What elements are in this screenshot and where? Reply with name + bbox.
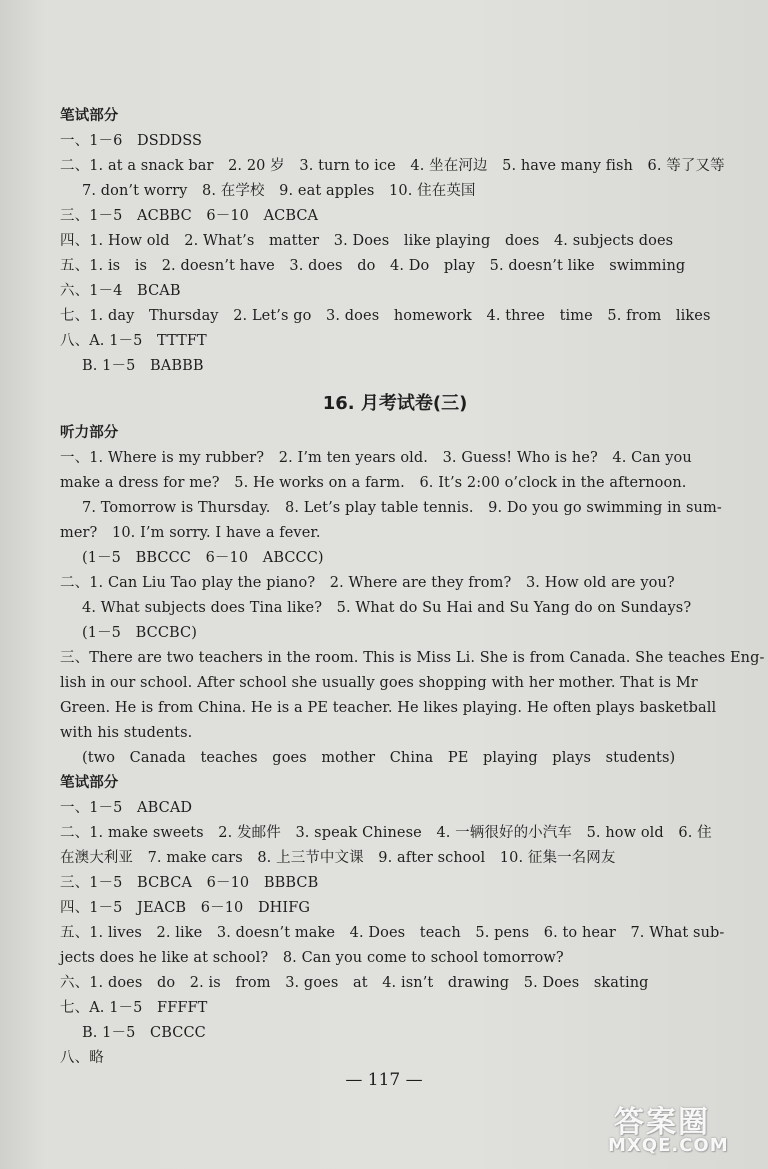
answer-line: 一、1－6 DSDDSS [60, 133, 203, 149]
watermark-text: 答案圈 [614, 1105, 710, 1140]
answer-line: (two Canada teaches goes mother China PE playing plays students) [82, 750, 676, 766]
answer-line: (1－5 BCCBC) [82, 625, 197, 641]
answer-line: 四、1－5 JEACB 6－10 DHIFG [60, 900, 311, 916]
answer-line: 4. What subjects does Tina like? 5. What do Su Hai and Su Yang do on Sundays? [82, 600, 692, 616]
answer-line: 7. don’t worry 8. 在学校 9. eat apples 10. 住在英国 [82, 183, 476, 199]
answer-line: 五、1. is is 2. doesn’t have 3. does do 4. Do play 5. doesn’t like swimming [60, 258, 686, 274]
answer-line: lish in our school. After school she usually goes shopping with her mother. That is Mr [60, 675, 698, 691]
answer-line: 五、1. lives 2. like 3. doesn’t make 4. Does teach 5. pens 6. to hear 7. What sub- [60, 925, 725, 941]
answer-line: 三、1－5 BCBCA 6－10 BBBCB [60, 875, 319, 891]
watermark-logo [604, 1093, 754, 1161]
answer-line: B. 1－5 BABBB [82, 358, 204, 374]
exam-title: 16. 月考试卷(三) [322, 393, 468, 414]
page-number: — 117 — [345, 1070, 423, 1090]
section-heading-listening: 听力部分 [60, 425, 119, 441]
answer-line: 三、There are two teachers in the room. This is Miss Li. She is from Canada. She teaches Eng- [60, 650, 765, 666]
answer-line: 7. Tomorrow is Thursday. 8. Let’s play table tennis. 9. Do you go swimming in sum- [82, 500, 722, 516]
answer-line: mer? 10. I’m sorry. I have a fever. [60, 525, 321, 541]
answer-line: 四、1. How old 2. What’s matter 3. Does like playing does 4. subjects does [60, 233, 674, 249]
answer-line: 三、1－5 ACBBC 6－10 ACBCA [60, 208, 319, 224]
answer-line: 一、1－5 ABCAD [60, 800, 193, 816]
answer-line: Green. He is from China. He is a PE teacher. He likes playing. He often plays basketball [60, 700, 717, 716]
page-content [60, 104, 765, 1071]
answer-line: with his students. [60, 725, 193, 741]
answer-line: (1－5 BBCCC 6－10 ABCCC) [82, 550, 324, 566]
answer-line: 二、1. make sweets 2. 发邮件 3. speak Chinese 4. 一辆很好的小汽车 5. how old 6. 住 [60, 825, 712, 841]
answer-line: 六、1－4 BCAB [60, 283, 181, 299]
answer-line: 七、A. 1－5 FFFFT [60, 1000, 208, 1016]
watermark-url: MXQE.COM [608, 1135, 729, 1156]
answer-line: 二、1. at a snack bar 2. 20 岁 3. turn to ice 4. 坐在河边 5. have many fish 6. 等了又等 [60, 158, 725, 174]
answer-line: 二、1. Can Liu Tao play the piano? 2. Where are they from? 3. How old are you? [60, 575, 675, 591]
answer-line: jects does he like at school? 8. Can you come to school tomorrow? [60, 950, 564, 966]
answer-line: 六、1. does do 2. is from 3. goes at 4. isn’t drawing 5. Does skating [60, 975, 649, 991]
answer-line: 八、略 [60, 1050, 104, 1066]
section-heading-written-2: 笔试部分 [60, 775, 119, 791]
answer-line: 在澳大利亚 7. make cars 8. 上三节中文课 9. after school 10. 征集一名网友 [60, 850, 616, 866]
answer-line: 八、A. 1－5 TTTFT [60, 333, 207, 349]
answer-line: make a dress for me? 5. He works on a farm. 6. It’s 2:00 o’clock in the afternoon. [60, 475, 687, 491]
answer-line: 七、1. day Thursday 2. Let’s go 3. does homework 4. three time 5. from likes [60, 308, 711, 324]
answer-line: B. 1－5 CBCCC [82, 1025, 206, 1041]
section-heading-written: 笔试部分 [60, 108, 119, 124]
answer-line: 一、1. Where is my rubber? 2. I’m ten years old. 3. Guess! Who is he? 4. Can you [60, 450, 692, 466]
